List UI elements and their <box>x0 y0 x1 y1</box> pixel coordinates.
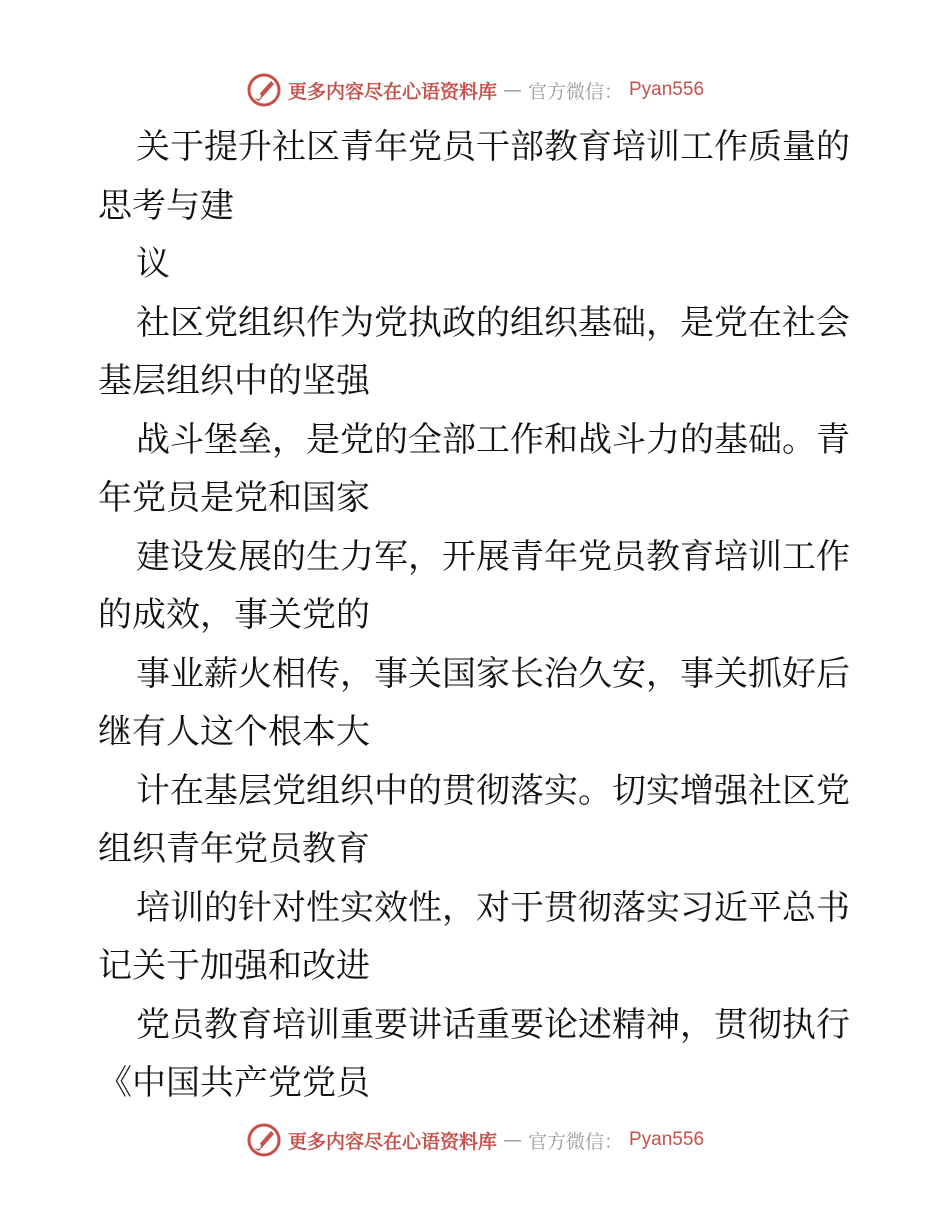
text-line: 建设发展的生力军，开展青年党员教育培训工作 <box>136 536 850 577</box>
footer-banner-separator: — <box>502 1129 522 1151</box>
text-line: 关于提升社区青年党员干部教育培训工作质量的 <box>136 127 850 167</box>
text-line: 年党员是党和国家 <box>98 478 370 518</box>
footer-banner <box>0 1118 950 1162</box>
text-line: 的成效，事关党的 <box>98 595 370 635</box>
footer-banner-wechat-id: Pyan556 <box>629 1129 705 1150</box>
text-line: 战斗堡垒，是党的全部工作和战斗力的基础。青 <box>136 419 850 460</box>
text-line: 党员教育培训重要讲话重要论述精神，贯彻执行 <box>136 1004 850 1045</box>
text-line: 基层组织中的坚强 <box>98 361 370 401</box>
footer-banner-sub: 官方微信： <box>527 1130 623 1153</box>
text-line: 培训的针对性实效性，对于贯彻落实习近平总书 <box>136 887 850 928</box>
quill-logo-icon <box>246 1122 282 1158</box>
header-banner <box>0 68 950 112</box>
text-line: 《中国共产党党员 <box>98 1063 370 1103</box>
header-banner-main: 更多内容尽在心语资料库 <box>287 80 497 103</box>
text-line: 社区党组织作为党执政的组织基础，是党在社会 <box>136 302 850 343</box>
text-line: 继有人这个根本大 <box>98 712 370 752</box>
text-line: 议 <box>136 244 170 284</box>
document-body <box>98 118 858 1113</box>
text-line: 思考与建 <box>98 185 234 226</box>
text-line: 记关于加强和改进 <box>98 946 370 986</box>
text-line: 事业薪火相传，事关国家长治久安，事关抓好后 <box>136 653 850 694</box>
quill-logo-icon <box>246 72 282 108</box>
header-banner-sub: 官方微信： <box>527 80 623 103</box>
text-line: 计在基层党组织中的贯彻落实。切实增强社区党 <box>136 770 850 811</box>
footer-banner-main: 更多内容尽在心语资料库 <box>287 1130 497 1153</box>
text-line: 组织青年党员教育 <box>98 829 370 869</box>
header-banner-wechat-id: Pyan556 <box>629 79 705 100</box>
header-banner-separator: — <box>502 79 522 101</box>
